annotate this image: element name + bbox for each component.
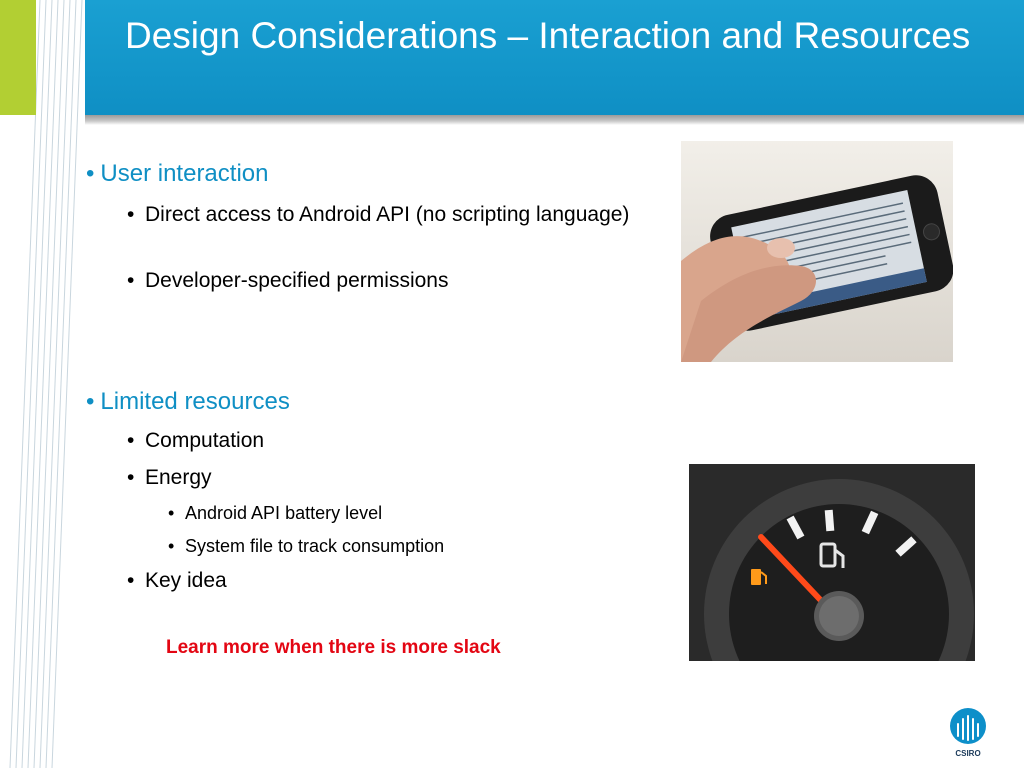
- section-heading-limited-resources: • Limited resources: [86, 388, 290, 416]
- phone-illustration: [681, 141, 953, 362]
- fuel-gauge-image: [689, 464, 975, 661]
- list-item: • Developer-specified permissions: [127, 269, 449, 292]
- csiro-logo-text: CSIRO: [955, 749, 981, 758]
- csiro-logo: [944, 706, 992, 758]
- slide-title: Design Considerations – Interaction and Resources: [125, 15, 971, 56]
- highlight-text: Learn more when there is more slack: [166, 637, 501, 658]
- sub-list-item: • System file to track consumption: [185, 536, 444, 557]
- section-heading-user-interaction: • User interaction: [86, 160, 268, 188]
- gauge-illustration: [689, 464, 975, 661]
- title-bar-shadow: [85, 115, 1024, 125]
- list-item: • Energy: [127, 466, 212, 489]
- list-item: • Direct access to Android API (no scripting language): [127, 203, 630, 226]
- list-item: • Computation: [127, 429, 265, 452]
- sub-list-item: • Android API battery level: [185, 503, 382, 524]
- accent-block: [0, 0, 36, 115]
- phone-touch-image: [681, 141, 953, 362]
- list-item: • Key idea: [127, 569, 227, 592]
